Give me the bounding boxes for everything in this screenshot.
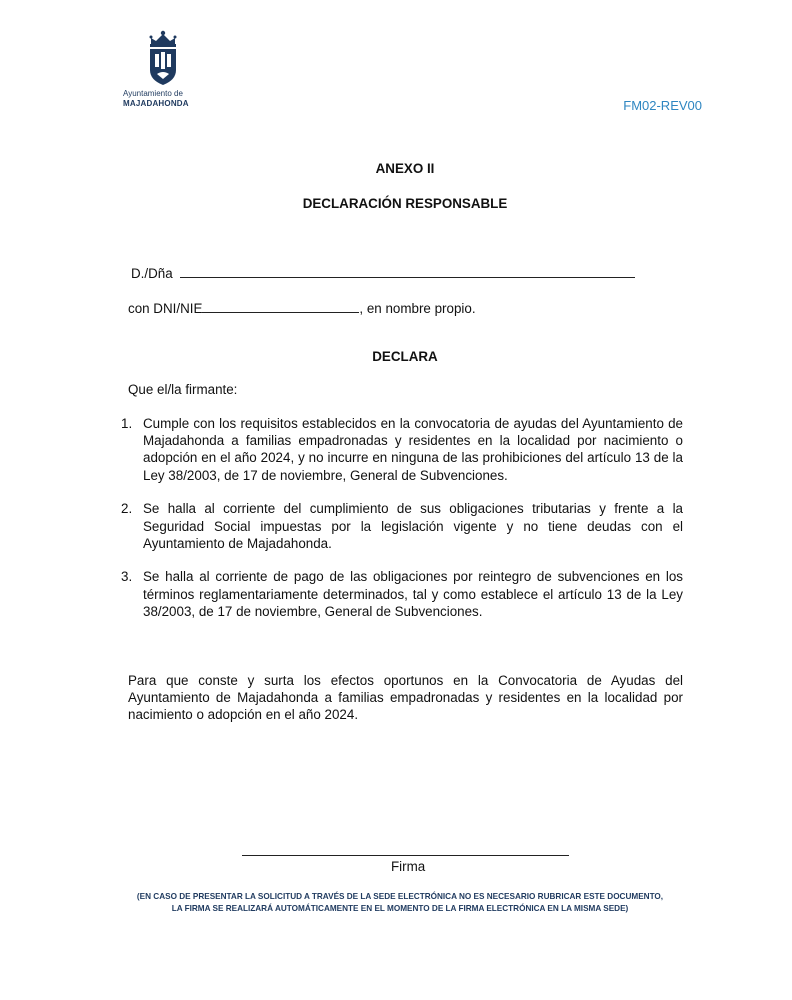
item-text: Se halla al corriente de pago de las obligaciones por reintegro de subvenciones en los términos reglamentariamente determinados, tal y como establece el artículo 13 de la Ley 38/2003, de 17 de noviembre, General de Subvenciones. [143,569,683,619]
dni-field-row [128,299,476,316]
list-item [121,568,683,620]
municipal-logo [120,30,205,108]
signature-label: Firma [391,859,426,874]
name-blank-line[interactable] [180,264,635,278]
document-code: FM02-REV00 [623,98,702,113]
item-number: 2. [121,501,133,517]
declaration-title: DECLARACIÓN RESPONSABLE [302,196,508,211]
dni-suffix: , en nombre propio. [359,301,476,316]
item-number: 1. [121,416,133,431]
declara-heading: DECLARA [372,349,438,364]
logo-line-1: Ayuntamiento de [123,89,183,98]
footnote-line-2: LA FIRMA SE REALIZARÁ AUTOMÁTICAMENTE EN EL MOMENTO DE LA FIRMA ELECTRÓNICA EN LA MISMA SEDE) [171,904,629,913]
item-text: Se halla al corriente del cumplimiento de sus obligaciones tributarias y frente a la Seguridad Social impuestas por la legislación vigente y no tiene deudas con el Ayuntamiento de Majadahonda. [143,501,683,551]
signature-line[interactable] [242,855,569,856]
logo-line-2: MAJADAHONDA [123,98,189,108]
item-number: 3. [121,569,133,585]
dni-blank-line[interactable] [202,299,359,313]
dni-label: con DNI/NIE [128,301,203,316]
annex-title: ANEXO II [375,161,435,176]
crest-icon [143,30,183,86]
list-item [121,415,683,484]
intro-text: Que el/la firmante: [128,382,238,397]
footnote [95,891,705,915]
declaration-list [121,415,683,637]
footnote-line-1: (EN CASO DE PRESENTAR LA SOLICITUD A TRAVÉS DE LA SEDE ELECTRÓNICA NO ES NECESARIO RUBRICAR ESTE DOCUMENTO, [136,892,664,901]
closing-paragraph: Para que conste y surta los efectos oportunos en la Convocatoria de Ayudas del Ayuntamiento de Majadahonda a familias empadronadas y residentes en la localidad por nacimiento o adopción en el año 2024. [128,673,683,723]
item-text: Cumple con los requisitos establecidos en la convocatoria de ayudas del Ayuntamiento de Majadahonda a familias empadronadas y residentes en la localidad por nacimiento o adopción en el año 2024, y no incurre en ninguna de las prohibiciones del artículo 13 de la Ley 38/2003, de 17 de noviembre, General de Subvenciones. [143,416,683,483]
name-field-row [131,264,635,281]
name-label: D./Dña [131,266,173,281]
list-item [121,500,683,552]
